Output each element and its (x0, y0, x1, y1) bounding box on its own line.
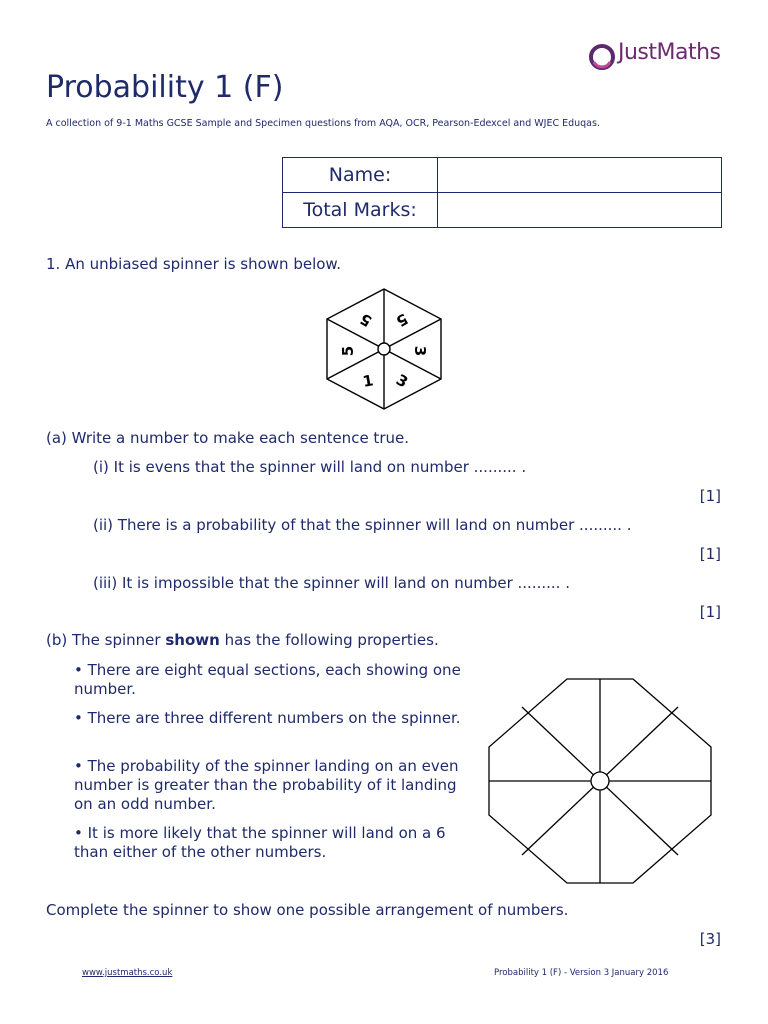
mark-allocation: [1] (699, 545, 721, 563)
student-info-table (282, 157, 722, 228)
spinner-number: 5 (339, 345, 357, 357)
logo-swirl-icon (588, 42, 618, 72)
total-marks-field[interactable] (438, 193, 722, 228)
property-bullet: • It is more likely that the spinner will land on a 6 than either of the other numbers. (74, 824, 446, 861)
total-marks-row (283, 193, 722, 228)
part-a-item-2: (ii) There is a probability of that the spinner will land on number ......... . (93, 516, 632, 534)
property-bullet: • There are eight equal sections, each showing one number. (74, 661, 461, 698)
footer-website-link[interactable]: www.justmaths.co.uk (82, 968, 173, 978)
spinner-center (378, 343, 390, 355)
spinner-number: 1 (361, 371, 375, 391)
part-b-prompt: (b) The spinner shown has the following properties. (46, 631, 439, 649)
part-a-item-3: (iii) It is impossible that the spinner will land on number ......... . (93, 574, 570, 592)
mark-allocation: [1] (699, 603, 721, 621)
name-row (283, 158, 722, 193)
name-label: Name: (283, 158, 438, 193)
property-bullet: • The probability of the spinner landing on an even number is greater than the probability of it landing on an odd number. (74, 757, 459, 813)
octagon-spinner-diagram (487, 677, 713, 887)
part-a-item-1: (i) It is evens that the spinner will land on number ......... . (93, 458, 527, 476)
hexagon-spinner-diagram (318, 283, 450, 415)
footer-version: Probability 1 (F) - Version 3 January 2016 (494, 968, 669, 978)
spinner-number: 5 (392, 309, 412, 331)
part-a-prompt: (a) Write a number to make each sentence true. (46, 429, 409, 447)
logo-text: JustMaths (618, 40, 721, 65)
total-marks-label: Total Marks: (283, 193, 438, 228)
page-subtitle: A collection of 9-1 Maths GCSE Sample and Specimen questions from AQA, OCR, Pearson-Edexcel and WJEC Eduqas. (46, 118, 600, 129)
mark-allocation: [3] (699, 930, 721, 948)
part-b-instruction: Complete the spinner to show one possible arrangement of numbers. (46, 901, 569, 919)
spinner-center (591, 772, 609, 790)
justmaths-logo (588, 38, 728, 74)
property-bullet: • There are three different numbers on the spinner. (74, 709, 461, 727)
spinner-number: 5 (356, 309, 376, 331)
spinner-number: 3 (411, 345, 429, 357)
question-1-intro: 1. An unbiased spinner is shown below. (46, 255, 342, 273)
name-field[interactable] (438, 158, 722, 193)
page-title: Probability 1 (F) (46, 70, 284, 105)
mark-allocation: [1] (699, 487, 721, 505)
spinner-number: 3 (392, 370, 412, 392)
